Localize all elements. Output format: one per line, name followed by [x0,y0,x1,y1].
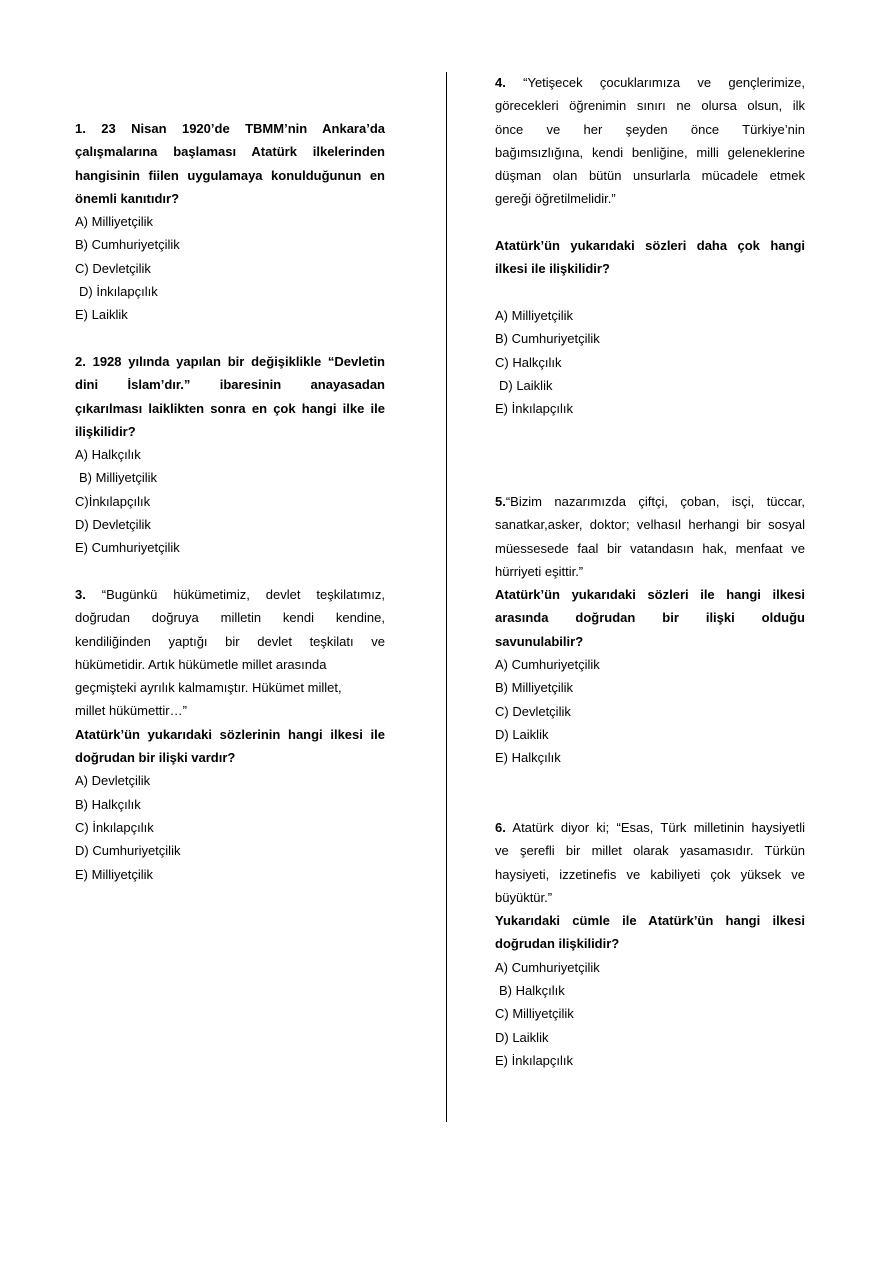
option-e: E) Milliyetçilik [75,866,153,882]
option-b: B) Cumhuriyetçilik [75,237,180,253]
question-2 [75,350,385,560]
question-text-line: doğrudan ilişkilidir? [495,936,620,952]
question-stem-line: 1. 23 Nisan 1920’de TBMM’nin Ankara’da [75,121,385,136]
question-number: 4. [495,75,506,90]
question-text-line: ilkesi ile ilişkilidir? [495,261,610,277]
option-e: E) Cumhuriyetçilik [75,540,180,556]
option-c: C) Devletçilik [75,260,151,276]
question-text-line: savunulabilir? [495,633,584,649]
option-d: D) Devletçilik [75,517,151,533]
question-stem-line: hangisinin fiilen uygulamaya konulduğunun en [75,167,385,183]
option-d: D) Laiklik [495,1029,549,1045]
option-b: B) Milliyetçilik [79,470,157,486]
option-a: A) Cumhuriyetçilik [495,959,600,975]
option-b: B) Milliyetçilik [495,680,573,696]
quote-line [495,71,805,94]
quote-line [495,816,805,839]
option-d: D) Laiklik [495,726,549,742]
option-d: D) İnkılapçılık [79,284,158,300]
spacer [495,211,805,234]
quote-text: Atatürk diyor ki; “Esas, Türk milletinin haysiyetli [505,820,805,835]
quote-line: kendiliğinden yaptığı bir devlet teşkilatı ve [75,633,385,649]
question-text-line: Atatürk’ün yukarıdaki sözlerinin hangi ilkesi ile [75,726,385,742]
option-a: A) Milliyetçilik [495,307,573,323]
question-stem-line: ilişkilidir? [75,423,136,439]
question-text-line: Atatürk’ün yukarıdaki sözleri daha çok hangi [495,238,805,254]
quote-line: büyüktür.” [495,889,553,905]
quote-line: sanatkar,asker, doktor; velhasıl herhangi bir sosyal [495,517,805,533]
quote-line: gereği öğretilmelidir.” [495,191,616,207]
quote-line: düşman olan bütün unsurlarla mücadele etmek [495,168,805,184]
option-a: A) Halkçılık [75,447,141,463]
option-a: A) Cumhuriyetçilik [495,657,600,673]
option-a: A) Devletçilik [75,773,151,789]
option-e: E) İnkılapçılık [495,1052,574,1068]
quote-line: geçmişteki ayrılık kalmamıştır. Hükümet millet, [75,680,342,696]
option-e: E) İnkılapçılık [495,401,574,417]
column-divider [446,72,447,1122]
question-stem-line: önemli kanıtıdır? [75,190,180,206]
question-stem-line: dini İslam’dır.” ibaresinin anayasadan [75,377,385,393]
option-c: C) Devletçilik [495,703,571,719]
question-6 [495,816,805,1072]
quote-line [75,583,385,606]
question-3 [75,583,385,886]
quote-line: önce ve her şeyden önce Türkiye’nin [495,121,805,137]
quote-text: “Bizim nazarımızda çiftçi, çoban, isçi, tüccar, [505,494,805,509]
quote-line: müessesede faal bir vatandasın hak, menfaat ve [495,540,805,556]
option-b: B) Halkçılık [75,796,141,812]
option-b: B) Halkçılık [499,983,565,999]
option-d: D) Laiklik [499,377,553,393]
quote-line: hürriyeti eşittir.” [495,563,584,579]
quote-line: haysiyeti, izzetinefis ve kabiliyeti çok yüksek ve [495,866,805,882]
option-c: C) Milliyetçilik [495,1006,574,1022]
question-stem-line: 2. 1928 yılında yapılan bir değişiklikle “Devletin [75,354,385,369]
quote-line: doğrudan doğruya milletin kendi kendine, [75,610,385,626]
question-4 [495,71,805,420]
question-5 [495,490,805,770]
quote-line: millet hükümettir…” [75,703,187,719]
option-e: E) Laiklik [75,307,128,323]
question-number: 3. [75,587,86,602]
question-text-line: arasında doğrudan bir ilişki olduğu [495,610,805,626]
option-c: C)İnkılapçılık [75,493,151,509]
question-text-line: Atatürk’ün yukarıdaki sözleri ile hangi ilkesi [495,587,805,603]
spacer [495,281,805,304]
option-a: A) Milliyetçilik [75,214,153,230]
question-number: 5. [495,494,506,509]
quote-text: “Bugünkü hükümetimiz, devlet teşkilatımız, [85,587,385,602]
option-b: B) Cumhuriyetçilik [495,331,600,347]
quote-line: hükümetidir. Artık hükümetle millet arasında [75,656,327,672]
option-c: C) Halkçılık [495,354,562,370]
option-c: C) İnkılapçılık [75,819,154,835]
quote-line: ve şerefli bir millet olarak yasamasıdır. Türkün [495,843,805,859]
question-text-line: Yukarıdaki cümle ile Atatürk’ün hangi ilkesi [495,913,805,929]
question-1 [75,117,385,327]
question-number: 6. [495,820,506,835]
quote-line: görecekleri öğrenimin sınırı ne olursa olsun, ilk [495,98,805,114]
question-stem-line: çıkarılması laiklikten sonra en çok hangi ilke ile [75,400,385,416]
quote-text: “Yetişecek çocuklarımıza ve gençlerimize, [505,75,805,90]
option-d: D) Cumhuriyetçilik [75,843,181,859]
question-text-line: doğrudan bir ilişki vardır? [75,750,236,766]
option-e: E) Halkçılık [495,750,561,766]
quote-line [495,490,805,513]
question-stem-line: çalışmalarına başlaması Atatürk ilkelerinden [75,144,385,160]
quote-line: bağımsızlığına, kendi benliğine, milli geleneklerine [495,144,805,160]
